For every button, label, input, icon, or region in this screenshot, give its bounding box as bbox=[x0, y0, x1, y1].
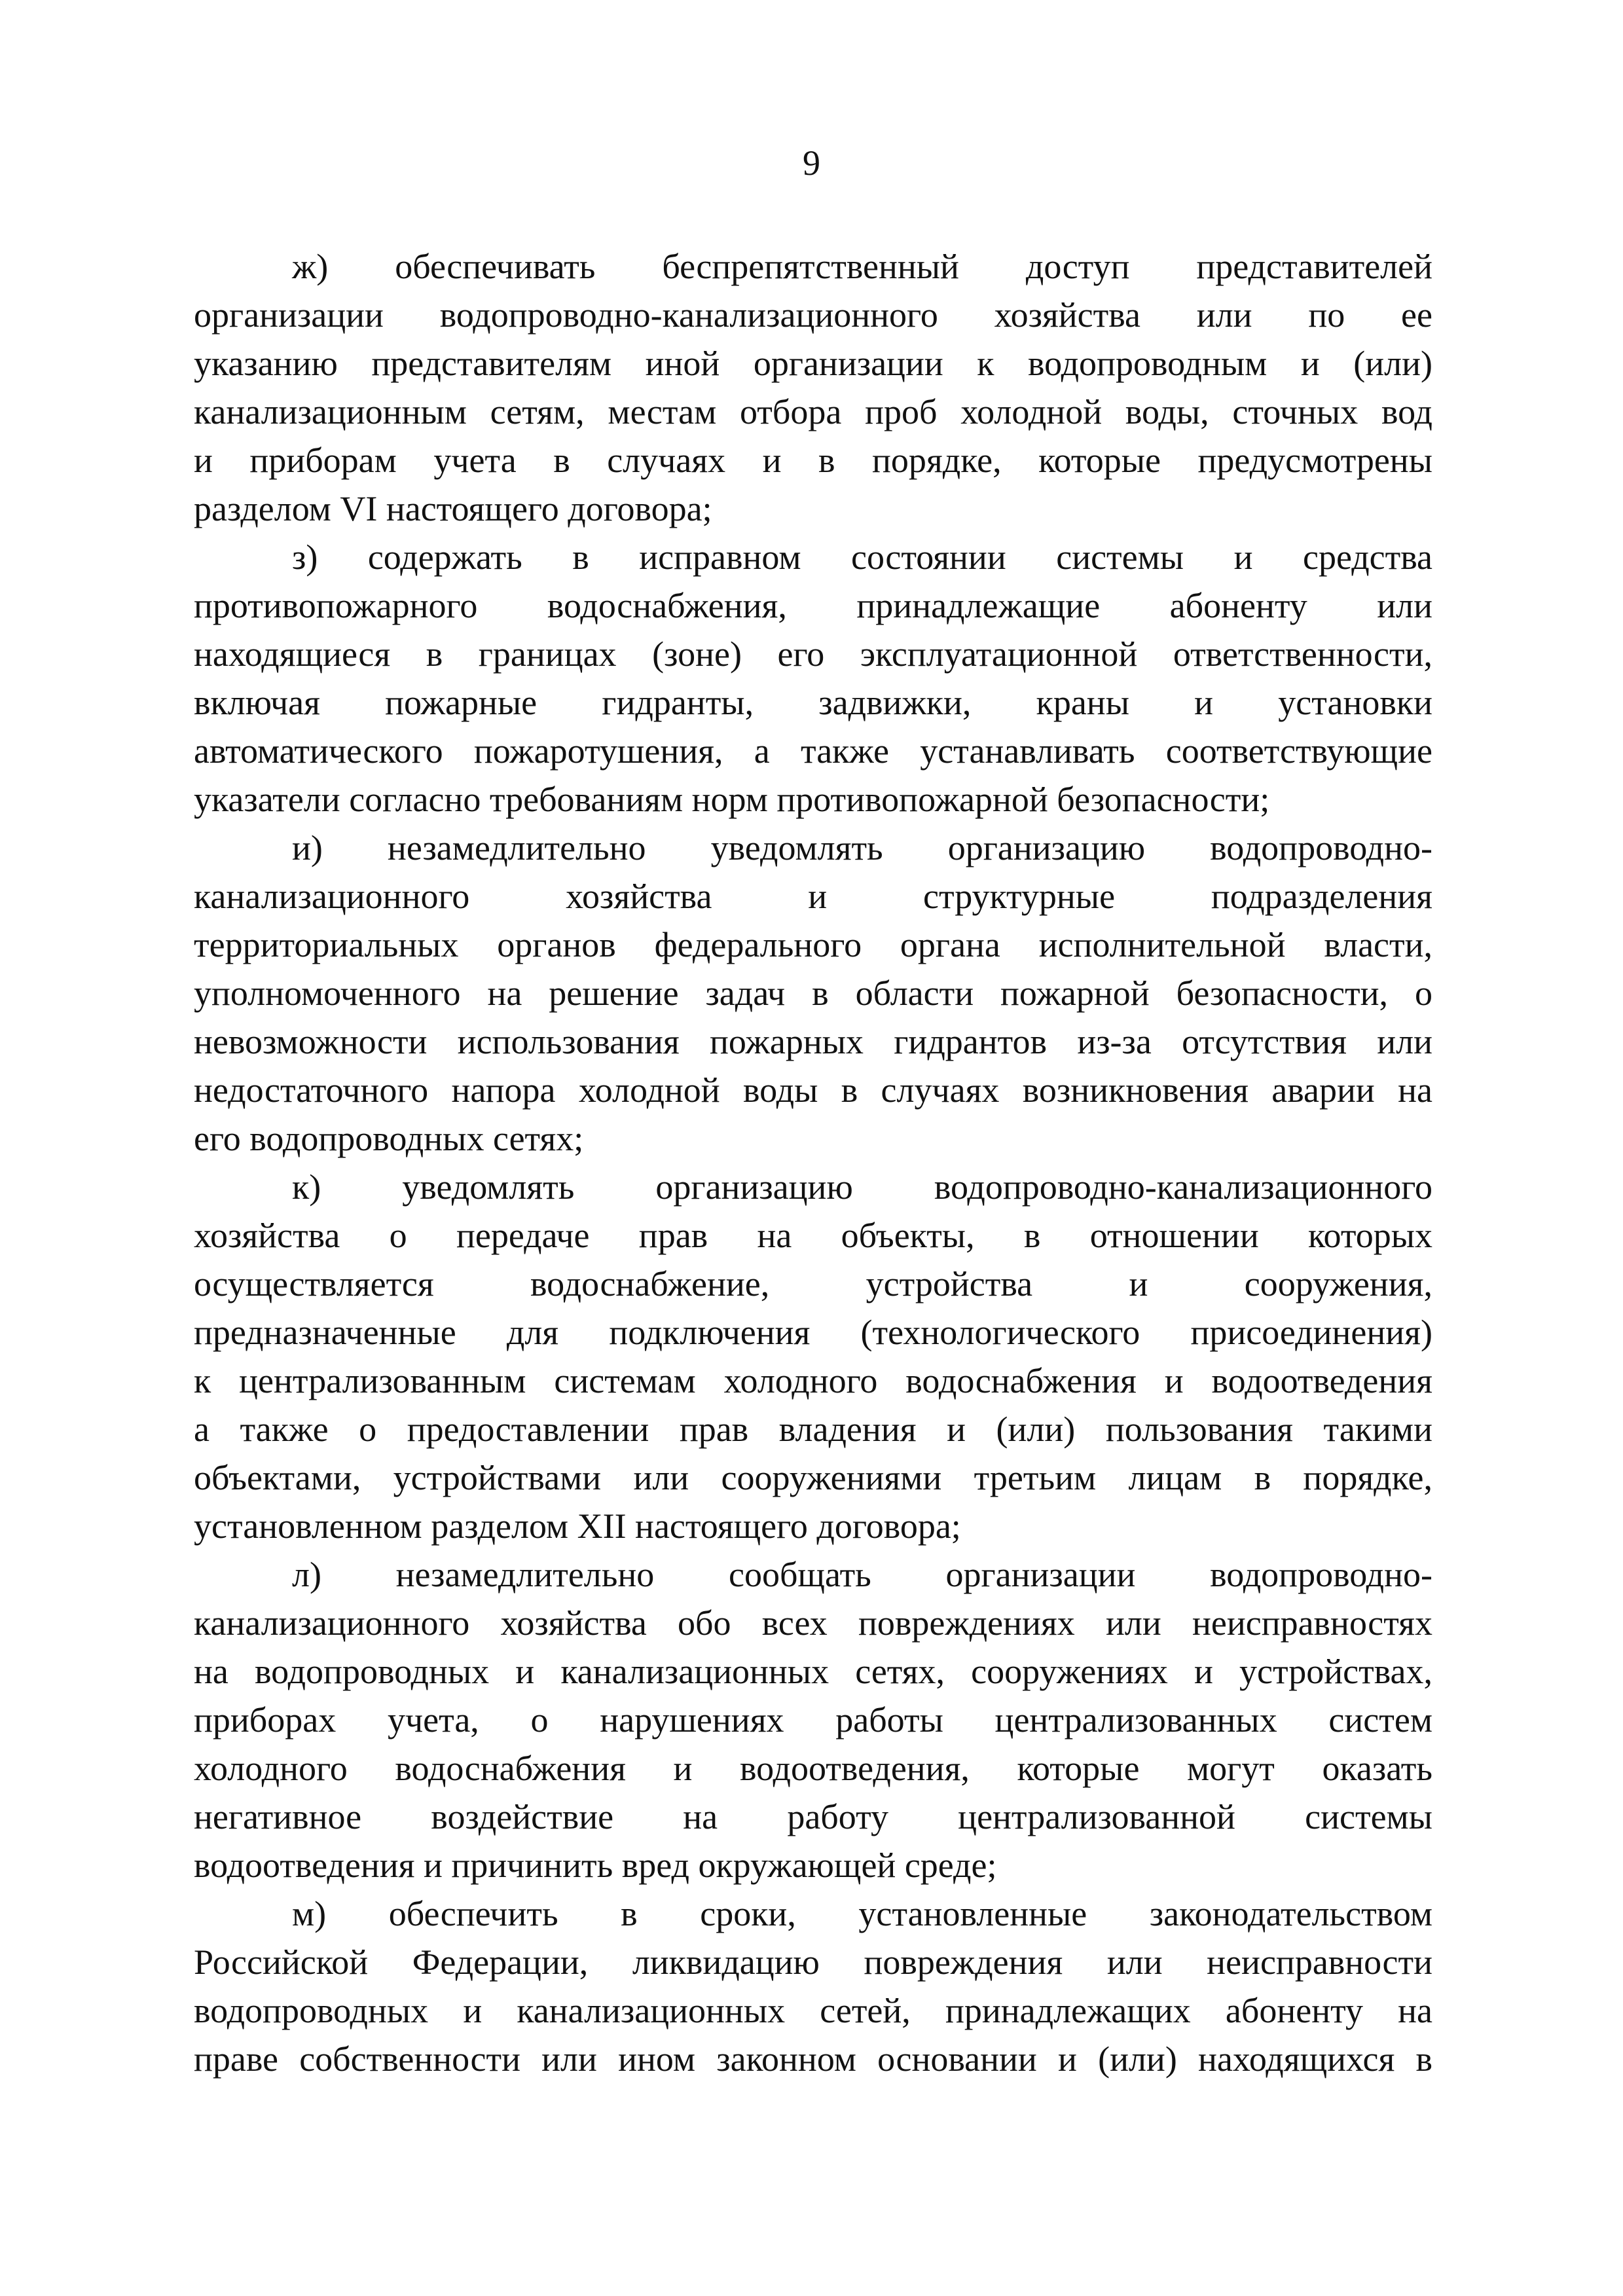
text-line: Российской Федерации, ликвидацию повреждения или неисправности bbox=[194, 1942, 1432, 1982]
text-line: канализационного хозяйства и структурные подразделения bbox=[194, 877, 1432, 916]
text-line: осуществляется водоснабжение, устройства и сооружения, bbox=[194, 1264, 1432, 1303]
text-line: канализационным сетям, местам отбора проб холодной воды, сточных вод bbox=[194, 392, 1432, 431]
text-line: уполномоченного на решение задач в области пожарной безопасности, о bbox=[194, 974, 1432, 1013]
text-line: негативное воздействие на работу централизованной системы bbox=[194, 1797, 1432, 1836]
text-line: приборах учета, о нарушениях работы централизованных систем bbox=[194, 1700, 1432, 1740]
paragraph-zh bbox=[194, 242, 1432, 533]
page-number: 9 bbox=[803, 143, 820, 183]
text-line: канализационного хозяйства обо всех повреждениях или неисправностях bbox=[194, 1603, 1432, 1643]
text-line: автоматического пожаротушения, а также устанавливать соответствующие bbox=[194, 731, 1432, 771]
document-body bbox=[194, 242, 1432, 2083]
text-line: к) уведомлять организацию водопроводно-канализационного bbox=[292, 1167, 1432, 1207]
text-line: организации водопроводно-канализационного хозяйства или по ее bbox=[194, 295, 1432, 335]
paragraph-l bbox=[194, 1550, 1432, 1889]
text-line: указанию представителям иной организации к водопроводным и (или) bbox=[194, 344, 1432, 383]
text-line: хозяйства о передаче прав на объекты, в отношении которых bbox=[194, 1216, 1432, 1255]
text-line: противопожарного водоснабжения, принадлежащие абоненту или bbox=[194, 586, 1432, 625]
text-line: водоотведения и причинить вред окружающей среде; bbox=[194, 1846, 997, 1885]
text-line: разделом VI настоящего договора; bbox=[194, 489, 712, 528]
text-line: и приборам учета в случаях и в порядке, которые предусмотрены bbox=[194, 441, 1432, 480]
text-line: а также о предоставлении прав владения и (или) пользования такими bbox=[194, 1410, 1432, 1449]
text-line: на водопроводных и канализационных сетях, сооружениях и устройствах, bbox=[194, 1652, 1432, 1691]
text-line: его водопроводных сетях; bbox=[194, 1119, 584, 1158]
text-line: находящиеся в границах (зоне) его эксплуатационной ответственности, bbox=[194, 634, 1432, 674]
text-line: включая пожарные гидранты, задвижки, краны и установки bbox=[194, 683, 1432, 722]
paragraph-k bbox=[194, 1163, 1432, 1550]
text-line: территориальных органов федерального органа исполнительной власти, bbox=[194, 925, 1432, 964]
text-line: праве собственности или ином законном основании и (или) находящихся в bbox=[194, 2039, 1432, 2079]
text-line: указатели согласно требованиям норм противопожарной безопасности; bbox=[194, 780, 1270, 819]
text-line: м) обеспечить в сроки, установленные законодательством bbox=[292, 1894, 1432, 1933]
text-line: невозможности использования пожарных гидрантов из-за отсутствия или bbox=[194, 1022, 1432, 1061]
text-line: предназначенные для подключения (технологического присоединения) bbox=[194, 1313, 1432, 1352]
text-line: установленном разделом XII настоящего договора; bbox=[194, 1506, 961, 1546]
text-line: к централизованным системам холодного водоснабжения и водоотведения bbox=[194, 1361, 1432, 1400]
text-line: з) содержать в исправном состоянии системы и средства bbox=[292, 538, 1432, 577]
paragraph-i bbox=[194, 824, 1432, 1163]
paragraph-z bbox=[194, 533, 1432, 824]
text-line: и) незамедлительно уведомлять организацию водопроводно- bbox=[292, 828, 1432, 867]
text-line: холодного водоснабжения и водоотведения, которые могут оказать bbox=[194, 1749, 1432, 1788]
text-line: ж) обеспечивать беспрепятственный доступ представителей bbox=[292, 247, 1432, 286]
text-line: недостаточного напора холодной воды в случаях возникновения аварии на bbox=[194, 1070, 1432, 1110]
text-line: л) незамедлительно сообщать организации водопроводно- bbox=[292, 1555, 1432, 1594]
paragraph-m bbox=[194, 1889, 1432, 2083]
text-line: водопроводных и канализационных сетей, принадлежащих абоненту на bbox=[194, 1991, 1432, 2030]
text-line: объектами, устройствами или сооружениями третьим лицам в порядке, bbox=[194, 1458, 1432, 1497]
